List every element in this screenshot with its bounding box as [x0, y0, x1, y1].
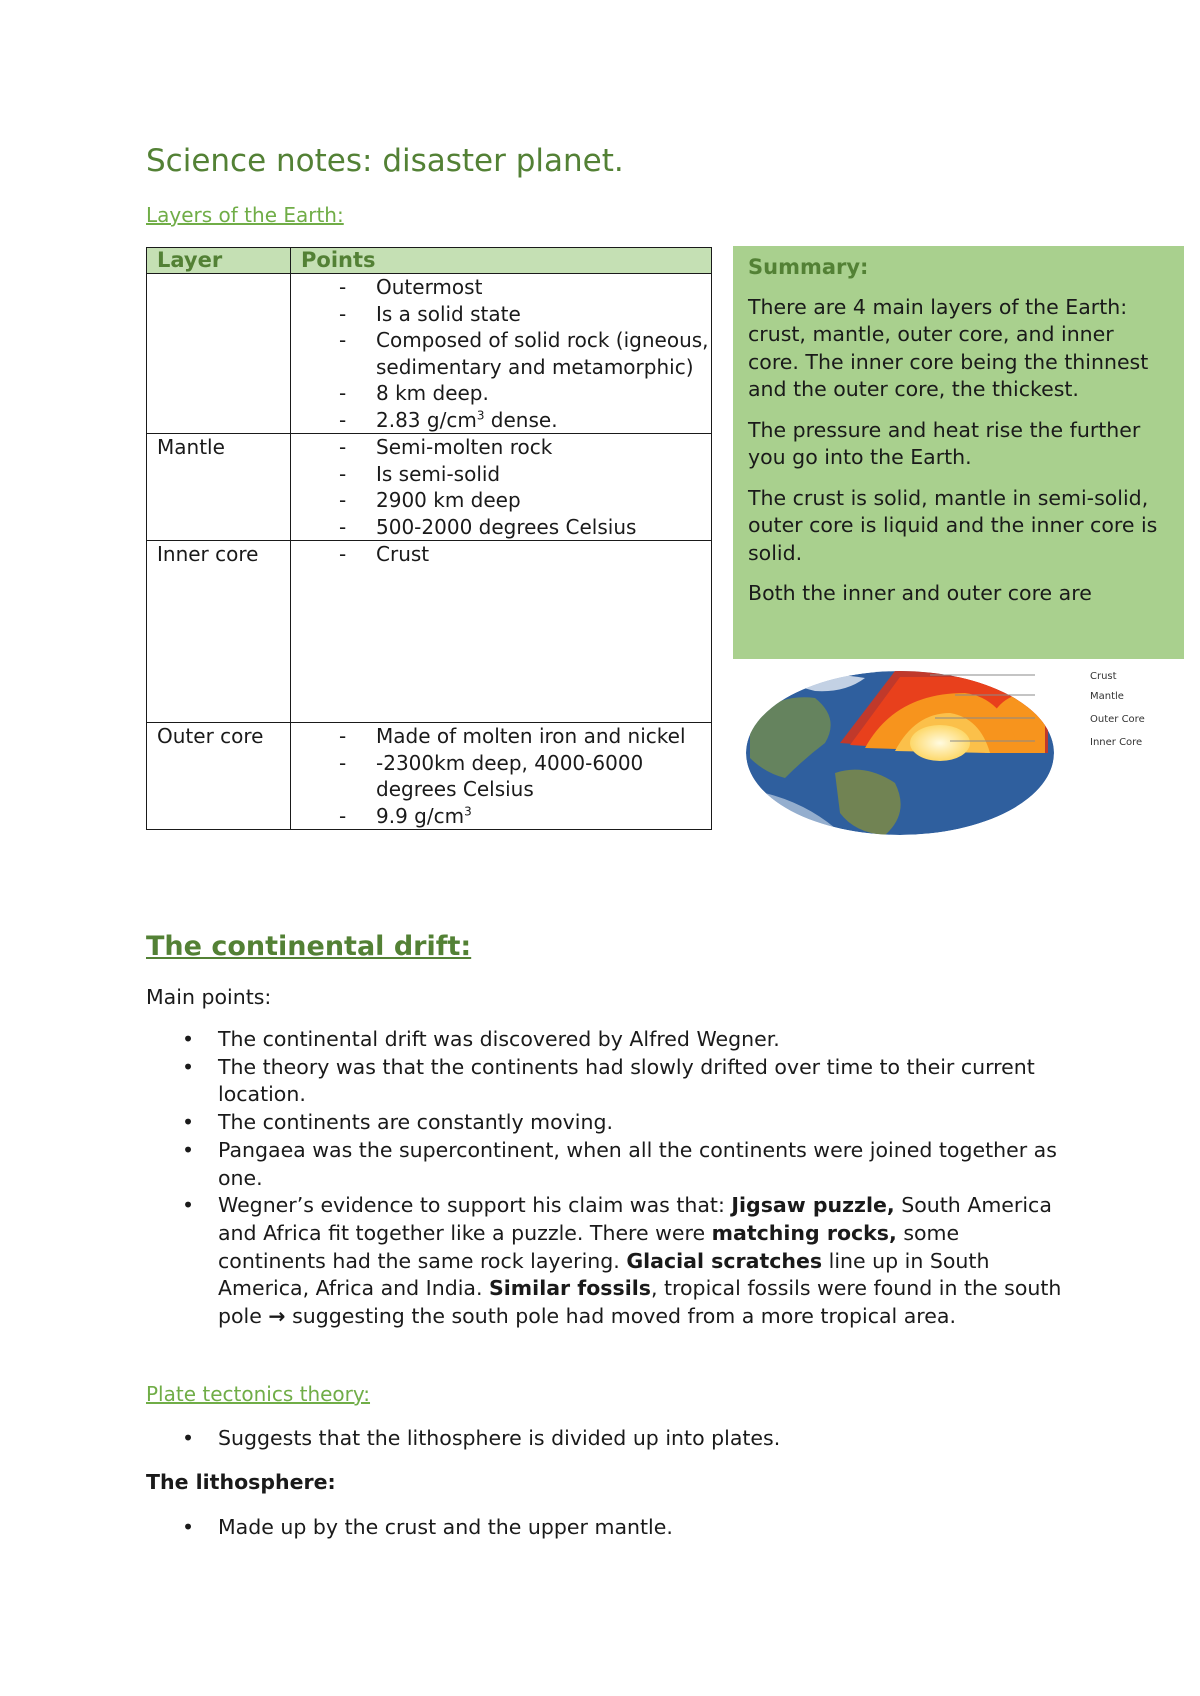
- plate-subtitle: Plate tectonics theory:: [146, 1382, 371, 1406]
- inner-core-layer: [910, 725, 970, 761]
- table-row: [147, 723, 712, 830]
- globe: [746, 671, 1054, 835]
- glacial-text: line up in South America, Africa and India.: [218, 1248, 990, 1301]
- list-item: • The theory was that the continents had slowly drifted over time to their current location.: [146, 1054, 1066, 1109]
- table-row: [147, 434, 712, 541]
- jigsaw-text: South America and Africa fit together like a puzzle. There were: [218, 1193, 1052, 1245]
- point-item: - 2900 km deep: [339, 487, 711, 514]
- point-item: - Is a solid state: [339, 301, 711, 328]
- drift-list: [146, 1026, 1066, 1331]
- density-suffix: dense.: [484, 407, 558, 432]
- point-item: - -2300km deep, 4000-6000 degrees Celsius: [339, 750, 711, 803]
- density-superscript: 3: [476, 407, 485, 422]
- fossils-end: suggesting the south pole had moved from a more tropical area.: [285, 1304, 956, 1329]
- mantle-label: Mantle: [1090, 691, 1124, 702]
- layer-cell: Mantle: [147, 434, 291, 541]
- lithosphere-list: [146, 1514, 1066, 1542]
- list-item: • Suggests that the lithosphere is divided up into plates.: [146, 1425, 1066, 1453]
- density-value: 9.9 g/cm: [376, 803, 465, 828]
- fossils-bold: Similar fossils: [489, 1276, 651, 1301]
- outer-core-label: Outer Core: [1090, 714, 1145, 725]
- summary-paragraph: There are 4 main layers of the Earth: crust, mantle, outer core, and inner core. The inner core being the thinnest and the outer core, the thickest.: [748, 294, 1149, 401]
- points-cell: [291, 274, 712, 434]
- point-item: - Made of molten iron and nickel: [339, 723, 711, 750]
- point-item: - Composed of solid rock (igneous, sedimentary and metamorphic): [339, 327, 711, 380]
- table-row: [147, 274, 712, 434]
- list-item: • Pangaea was the supercontinent, when all the continents were joined together as one.: [146, 1137, 1066, 1192]
- layer-cell: Inner core: [147, 541, 291, 723]
- point-item: - 500-2000 degrees Celsius: [339, 514, 711, 541]
- lithosphere-heading: The lithosphere:: [146, 1470, 336, 1494]
- list-item: • The continents are constantly moving.: [146, 1109, 1066, 1137]
- summary-paragraph: The crust is solid, mantle in semi-solid, outer core is liquid and the inner core is solid.: [748, 485, 1158, 565]
- list-item-evidence: [146, 1192, 1066, 1331]
- rocks-bold: matching rocks,: [711, 1220, 897, 1245]
- summary-title: Summary:: [748, 255, 869, 279]
- density-superscript: 3: [464, 803, 472, 818]
- earth-layers-diagram: [745, 663, 1175, 843]
- points-cell: [291, 723, 712, 830]
- arrow-icon: →: [268, 1304, 286, 1329]
- header-layer: Layer: [147, 248, 291, 274]
- summary-paragraph: Both the inner and outer core are: [748, 581, 1092, 605]
- drift-heading: The continental drift:: [146, 931, 472, 962]
- summary-box: [733, 246, 1184, 659]
- list-item: • The continental drift was discovered by Alfred Wegner.: [146, 1026, 1066, 1054]
- table-header-row: [147, 248, 712, 274]
- fossils-text: , tropical fossils were found in the south pole: [218, 1276, 1062, 1329]
- evidence-intro: Wegner’s evidence to support his claim was that:: [218, 1193, 732, 1218]
- page-title: Science notes: disaster planet.: [146, 143, 624, 179]
- point-item: [339, 803, 711, 830]
- layers-subtitle: Layers of the Earth:: [146, 203, 344, 227]
- main-points-label: Main points:: [146, 985, 272, 1009]
- crust-label: Crust: [1090, 671, 1117, 682]
- header-points: Points: [291, 248, 712, 274]
- table-row: [147, 541, 712, 723]
- density-value: 2.83 g/cm: [376, 407, 477, 432]
- layer-cell: [147, 274, 291, 434]
- point-item: - Is semi-solid: [339, 461, 711, 488]
- points-cell: [291, 541, 712, 723]
- plate-list: [146, 1425, 1066, 1453]
- list-item: • Made up by the crust and the upper mantle.: [146, 1514, 1066, 1542]
- points-cell: [291, 434, 712, 541]
- rocks-text: some continents had the same rock layering.: [218, 1220, 960, 1273]
- jigsaw-bold: Jigsaw puzzle,: [731, 1193, 895, 1218]
- point-item: [339, 407, 711, 434]
- glacial-bold: Glacial scratches: [626, 1248, 823, 1273]
- inner-core-label: Inner Core: [1090, 737, 1143, 748]
- point-item: - Crust: [339, 541, 711, 568]
- point-item: - Semi-molten rock: [339, 434, 711, 461]
- point-item: - 8 km deep.: [339, 380, 711, 407]
- summary-paragraph: The pressure and heat rise the further you go into the Earth.: [748, 417, 1141, 469]
- layer-cell: Outer core: [147, 723, 291, 830]
- layers-table: [146, 247, 712, 830]
- point-item: - Outermost: [339, 274, 711, 301]
